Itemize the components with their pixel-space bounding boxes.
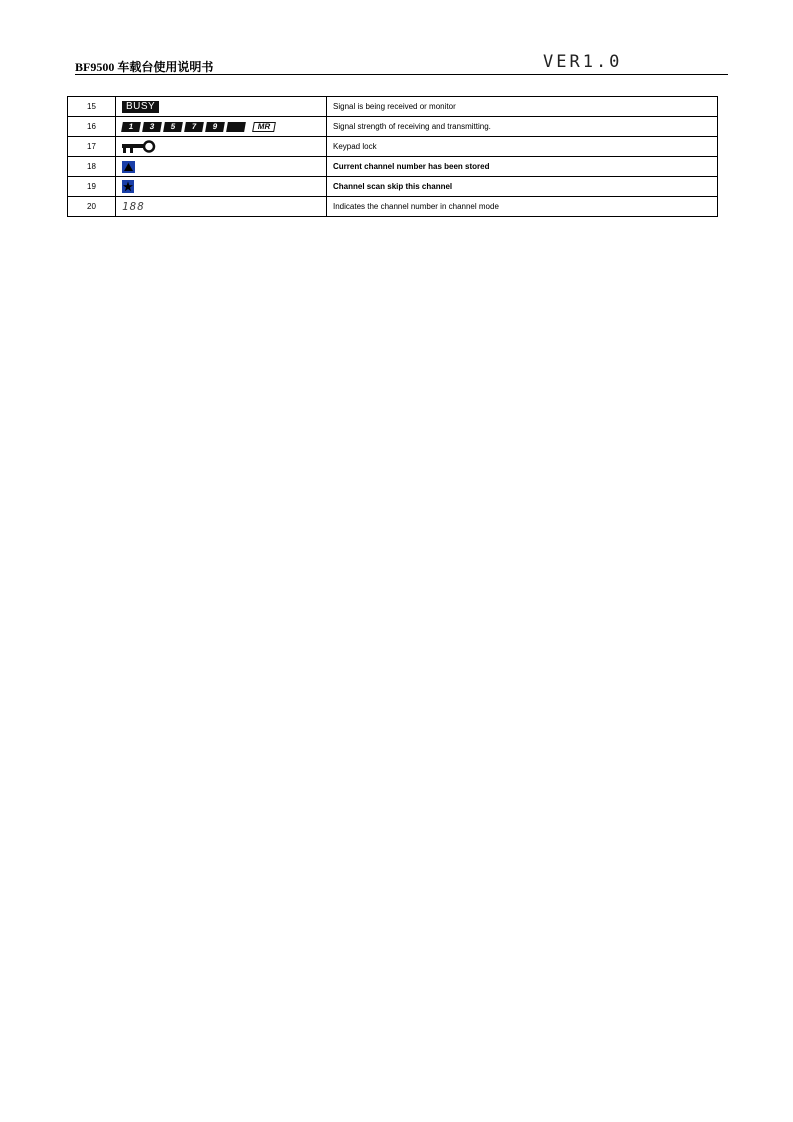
signal-bar: 1 [121,122,141,132]
table-row [68,197,718,217]
row-number: 18 [68,157,116,177]
description: Keypad lock [327,137,718,157]
description: Current channel number has been stored [327,157,718,177]
row-number: 19 [68,177,116,197]
symbol-cell [116,157,327,177]
triangle-icon [122,161,135,173]
table-row [68,177,718,197]
description: Signal is being received or monitor [327,97,718,117]
document-title: BF9500 车载台使用说明书 [75,60,214,74]
signal-bar: 9 [205,122,225,132]
symbol-cell [116,97,327,117]
signal-bar: 3 [142,122,162,132]
signal-bar: 5 [163,122,183,132]
row-number: 17 [68,137,116,157]
busy-indicator: BUSY [122,101,159,113]
row-number: 20 [68,197,116,217]
signal-bar [226,122,246,132]
table-row [68,97,718,117]
row-number: 16 [68,117,116,137]
channel-digits-icon: 188 [122,200,145,213]
star-icon [122,180,134,193]
description: Indicates the channel number in channel mode [327,197,718,217]
symbol-cell [116,197,327,217]
table-row [68,157,718,177]
description: Channel scan skip this channel [327,177,718,197]
symbol-cell [116,117,327,137]
key-icon [122,140,156,154]
signal-strength-icon [122,122,275,132]
signal-bar: 7 [184,122,204,132]
page-header [75,50,728,75]
table-row [68,137,718,157]
version-label: VER1.0 [543,52,623,72]
row-number: 15 [68,97,116,117]
symbol-cell [116,137,327,157]
lcd-symbol-table [67,96,718,217]
symbol-cell [116,177,327,197]
table-row [68,117,718,137]
memory-indicator: MR [252,122,276,132]
description: Signal strength of receiving and transmitting. [327,117,718,137]
